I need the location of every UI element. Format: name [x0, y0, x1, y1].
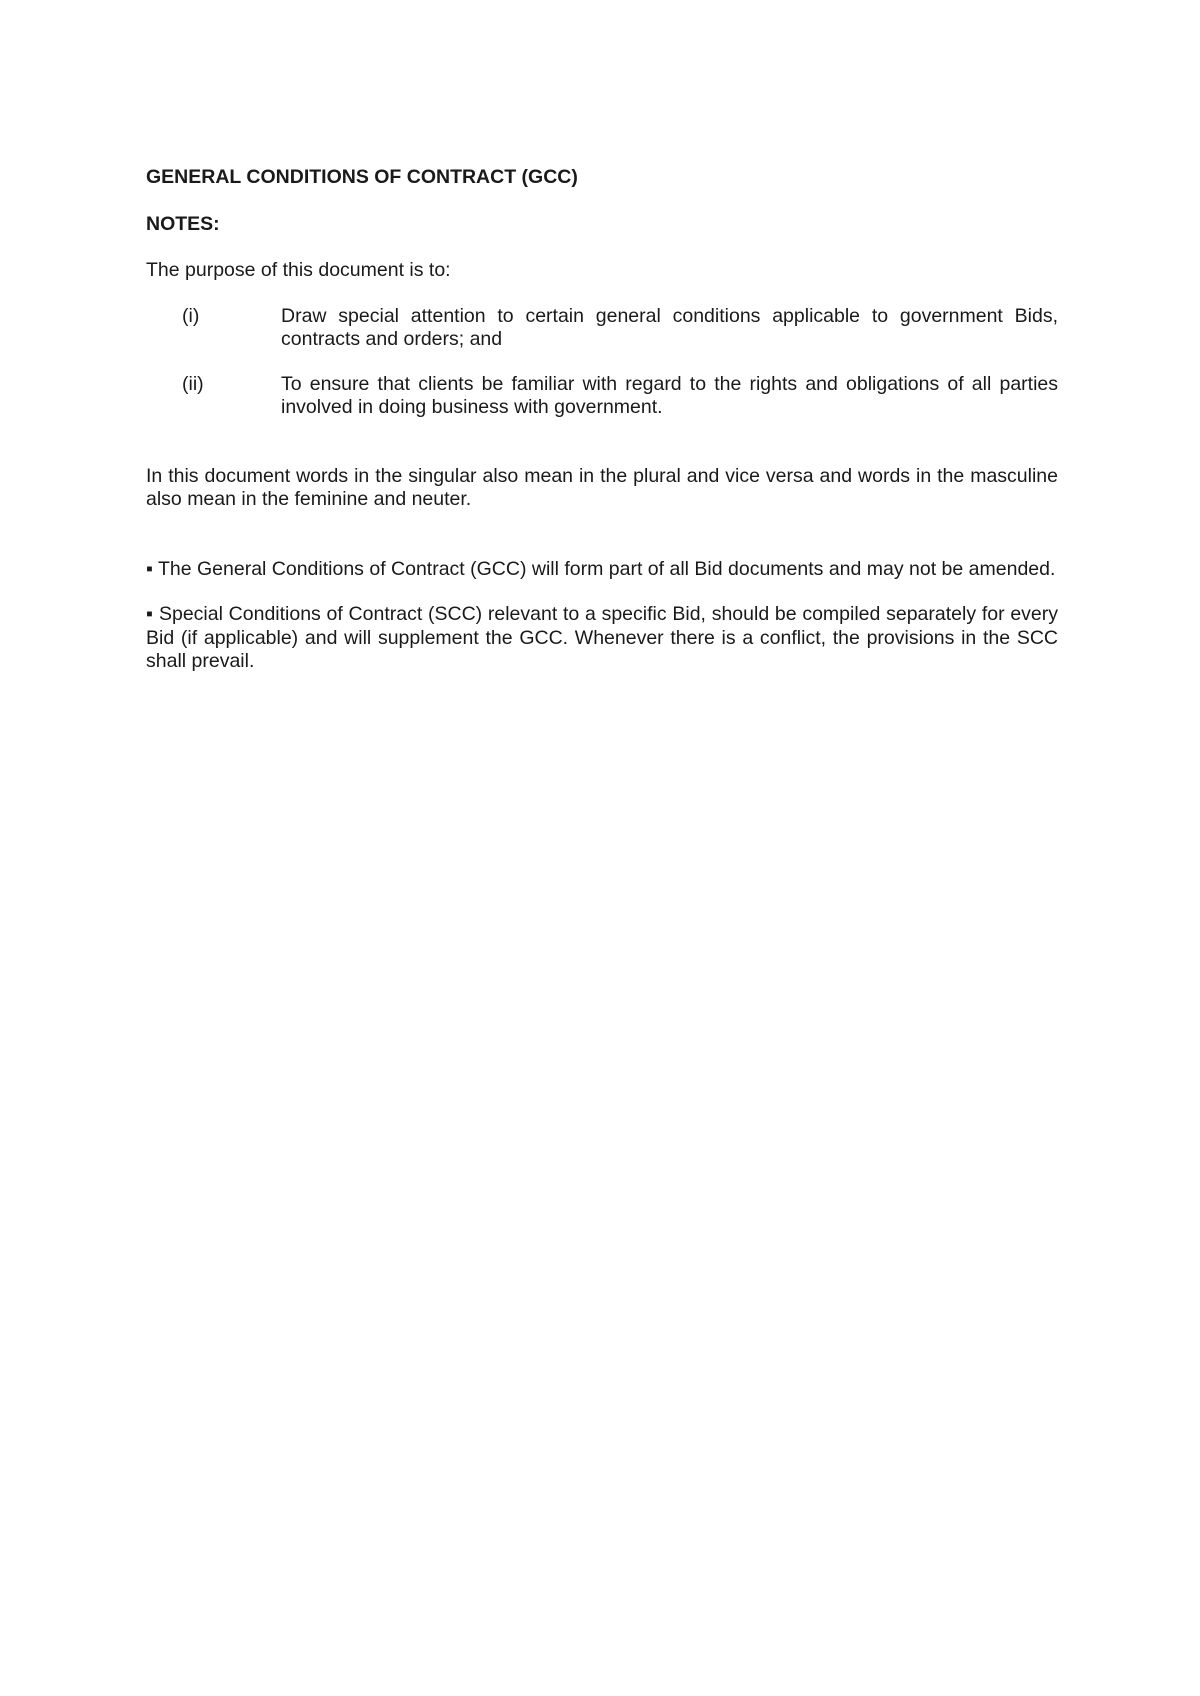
purpose-text: Draw special attention to certain general conditions applicable to government Bids, contracts and orders; and	[281, 304, 1058, 350]
purpose-number: (i)	[182, 304, 200, 327]
purpose-number: (ii)	[182, 372, 204, 395]
bullet-paragraph: ▪ The General Conditions of Contract (GCC) will form part of all Bid documents and may not be amended.	[146, 557, 1056, 580]
document-title: GENERAL CONDITIONS OF CONTRACT (GCC)	[146, 166, 578, 188]
intro-text: The purpose of this document is to:	[146, 259, 451, 281]
bullet-paragraph: ▪ Special Conditions of Contract (SCC) relevant to a specific Bid, should be compiled separately for every Bid (if applicable) and will supplement the GCC. Whenever there is a conflict, the provisions in the SCC shall prevail.	[146, 603, 1058, 672]
purpose-text: To ensure that clients be familiar with regard to the rights and obligations of all parties involved in doing business with government.	[281, 372, 1058, 418]
document-page	[146, 166, 1058, 696]
interpretation-paragraph: In this document words in the singular also mean in the plural and vice versa and words in the masculine also mean in the feminine and neuter.	[146, 464, 1058, 510]
purpose-item	[146, 305, 1058, 352]
purpose-item	[146, 373, 1058, 420]
notes-heading: NOTES:	[146, 213, 220, 235]
